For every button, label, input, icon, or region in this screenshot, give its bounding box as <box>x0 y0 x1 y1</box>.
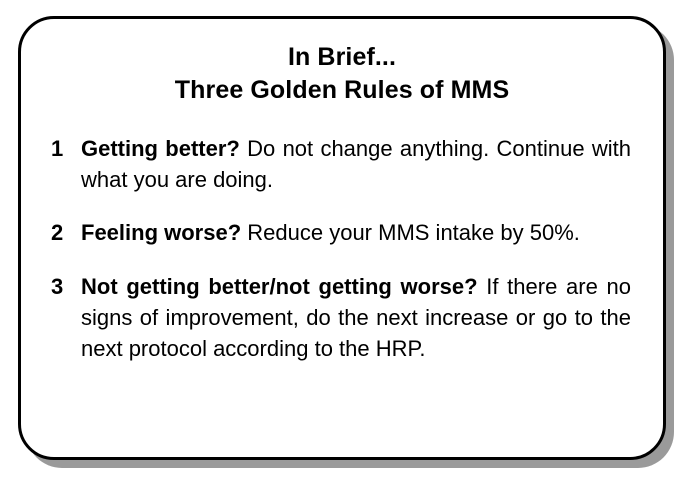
rule-text <box>81 133 633 195</box>
rule-body: Reduce your MMS intake by 50%. <box>241 220 580 246</box>
rule-number: 3 <box>51 273 64 299</box>
rules-list <box>51 133 633 364</box>
list-item <box>51 271 633 365</box>
in-brief-card <box>18 16 666 460</box>
card-title-line-2: Three Golden Rules of MMS <box>174 76 510 104</box>
rule-body: Do not change anything. Continue with what you are doing. <box>81 136 631 193</box>
list-item <box>51 217 633 248</box>
rule-text <box>81 217 633 248</box>
card-title <box>51 41 633 107</box>
rule-lead: Not getting better/not getting worse? <box>81 273 478 299</box>
card-title-line-1: In Brief... <box>287 43 397 71</box>
rule-lead: Feeling worse? <box>81 220 242 246</box>
rule-body: If there are no signs of improvement, do the next increase or go to the next protocol according to the HRP. <box>81 273 631 362</box>
list-item <box>51 133 633 195</box>
rule-text <box>81 271 633 365</box>
rule-number: 1 <box>51 136 64 161</box>
rule-lead: Getting better? <box>81 136 240 161</box>
rule-number: 2 <box>51 220 64 246</box>
